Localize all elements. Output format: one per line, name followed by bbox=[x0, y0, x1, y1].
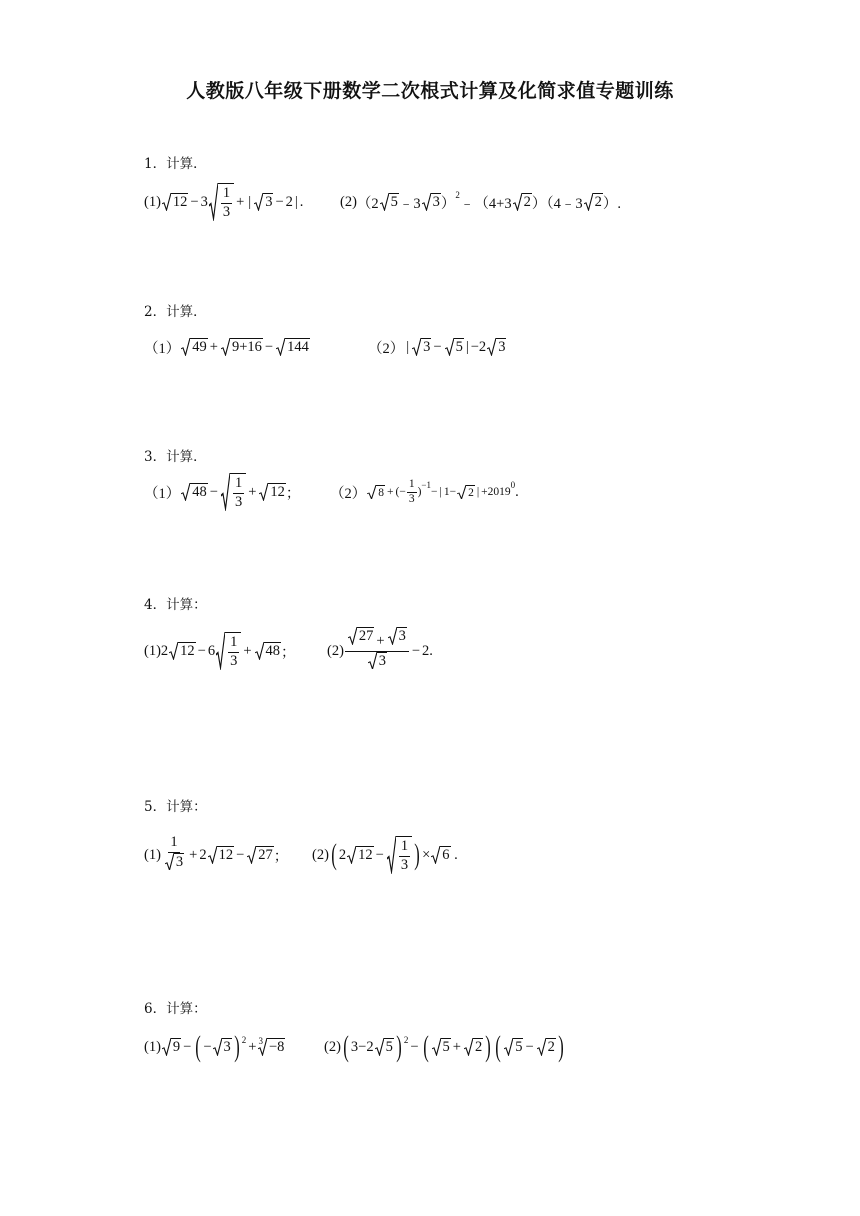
question-1-row bbox=[144, 182, 784, 222]
question-5-row bbox=[144, 835, 784, 875]
q2-part1-expression: （1） 49 + 9+16 − 144 bbox=[144, 338, 309, 357]
question-3-row bbox=[144, 472, 784, 512]
question-6-heading: 6．计算： bbox=[144, 1001, 207, 1017]
question-3-heading: 3．计算． bbox=[144, 449, 207, 465]
q3-part2-expression: （2） 8 + (− $\frac{1}{3}$ ) −1 − | 1− 2 | +2019 0 . bbox=[330, 477, 519, 505]
q6-part2-expression: (2) ( 3−2 5 ) 2 − ( 5 + 2 ) ( 5 − 2 ) bbox=[324, 1030, 564, 1063]
q4-part2-expression: (2) 27 + 3 3 − 2. bbox=[327, 628, 433, 669]
question-1-heading: 1．计算． bbox=[144, 156, 207, 172]
question-6-row bbox=[144, 1027, 784, 1067]
question-2-row bbox=[144, 327, 784, 367]
q5-part2-expression: (2) ( 2 12 − $\frac{1}{3}$ ) × 6 . bbox=[312, 838, 458, 873]
q4-part1-expression: (1) 2 12 − 6 $\frac{1}{3}$ + 48 ； bbox=[144, 634, 296, 669]
question-2-heading: 2．计算． bbox=[144, 304, 207, 320]
q6-part1-expression: (1) 9 − ( − 3 ) 2 + 3 −8 bbox=[144, 1030, 285, 1063]
q3-part1-expression: （1） 48 − $\frac{1}{3}$ + 12 ； bbox=[144, 475, 301, 510]
question-4-heading: 4．计算： bbox=[144, 597, 207, 613]
page-title: 人教版八年级下册数学二次根式计算及化简求值专题训练 bbox=[186, 80, 674, 102]
q2-part2-expression: （2） | 3 − 5 | −2 3 bbox=[368, 338, 506, 357]
q5-part1-expression: (1) $\frac{1}{3}$ + 2 12 − 27 ； bbox=[144, 834, 289, 870]
question-4-row bbox=[144, 628, 784, 671]
q1-part1-expression: (1) 12 − 3 $\frac{1}{3}$ + | 3 − 2 | . bbox=[144, 185, 304, 220]
question-5-heading: 5．计算： bbox=[144, 799, 207, 815]
q1-part2-expression: (2) （2 5 ﹣3 3 ） 2 ﹣（4+3 2 ）（4﹣3 2 ）. bbox=[340, 190, 621, 212]
